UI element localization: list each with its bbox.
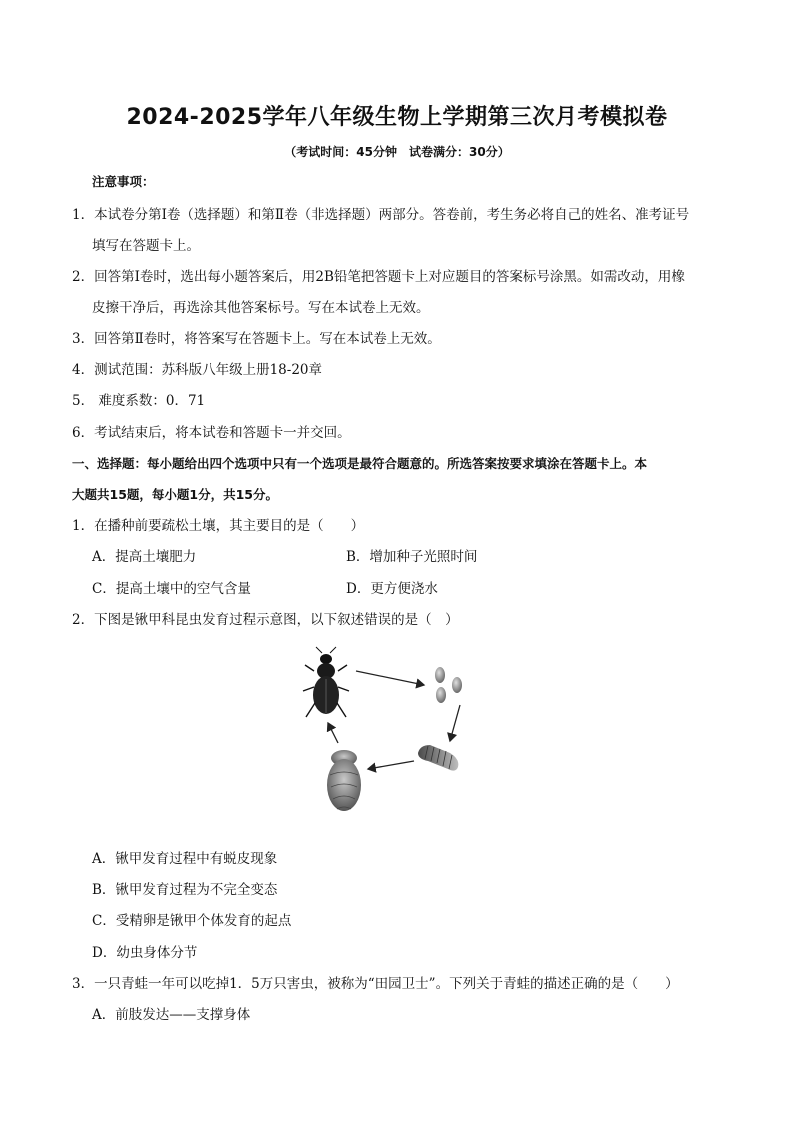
arrow-egg-to-larva bbox=[450, 705, 460, 741]
question-1-option-b: B．增加种子光照时间 bbox=[346, 549, 478, 565]
note-2-cont: 皮擦干净后，再选涂其他答案标号。写在本试卷上无效。 bbox=[92, 300, 430, 316]
note-5: 5． 难度系数：0．71 bbox=[72, 393, 206, 409]
notes-heading: 注意事项： bbox=[92, 174, 155, 189]
note-3: 3．回答第Ⅱ卷时，将答案写在答题卡上。写在本试卷上无效。 bbox=[72, 331, 441, 347]
note-2: 2．回答第Ⅰ卷时，选出每小题答案后，用2B铅笔把答题卡上对应题目的答案标号涂黑。如需改动，用橡 bbox=[72, 269, 685, 285]
arrow-pupa-to-adult bbox=[328, 723, 338, 743]
question-1-option-d: D．更方便浇水 bbox=[346, 581, 438, 597]
eggs-icon bbox=[435, 667, 462, 703]
pupa-icon bbox=[327, 750, 361, 811]
arrow-adult-to-egg bbox=[356, 671, 424, 685]
exam-info: （考试时间：45分钟 试卷满分：30分） bbox=[284, 145, 510, 159]
question-2-option-b: B．锹甲发育过程为不完全变态 bbox=[92, 882, 278, 898]
question-1-option-a: A．提高土壤肥力 bbox=[92, 549, 197, 565]
question-2-option-d: D．幼虫身体分节 bbox=[92, 945, 198, 961]
adult-beetle-icon bbox=[303, 647, 349, 717]
note-4: 4．测试范围：苏科版八年级上册18-20章 bbox=[72, 362, 323, 378]
question-1-stem: 1．在播种前要疏松土壤，其主要目的是（ ） bbox=[72, 518, 365, 534]
note-1: 1．本试卷分第Ⅰ卷（选择题）和第Ⅱ卷（非选择题）两部分。答卷前，考生务必将自己的姓名、准考证号 bbox=[72, 207, 690, 223]
page-title: 2024-2025学年八年级生物上学期第三次月考模拟卷 bbox=[126, 105, 668, 130]
larva-icon bbox=[418, 745, 458, 771]
question-2-option-c: C．受精卵是锹甲个体发育的起点 bbox=[92, 913, 292, 929]
question-3-stem: 3．一只青蛙一年可以吃掉1．5万只害虫，被称为“田园卫士”。下列关于青蛙的描述正确的是（ ） bbox=[72, 976, 679, 992]
question-2-option-a: A．锹甲发育过程中有蜕皮现象 bbox=[92, 851, 278, 867]
question-1-option-c: C．提高土壤中的空气含量 bbox=[92, 581, 251, 597]
arrow-larva-to-pupa bbox=[368, 761, 414, 769]
section-heading: 一、选择题：每小题给出四个选项中只有一个选项是最符合题意的。所选答案按要求填涂在答题卡上。本 bbox=[72, 456, 648, 471]
note-1-cont: 填写在答题卡上。 bbox=[92, 238, 200, 254]
question-2-stem: 2．下图是锹甲科昆虫发育过程示意图，以下叙述错误的是（ ） bbox=[72, 612, 459, 628]
note-6: 6．考试结束后，将本试卷和答题卡一并交回。 bbox=[72, 425, 351, 441]
beetle-life-cycle-figure bbox=[300, 645, 470, 825]
question-3-option-a: A．前肢发达——支撑身体 bbox=[92, 1007, 251, 1023]
section-heading-cont: 大题共15题，每小题1分，共15分。 bbox=[72, 487, 278, 502]
